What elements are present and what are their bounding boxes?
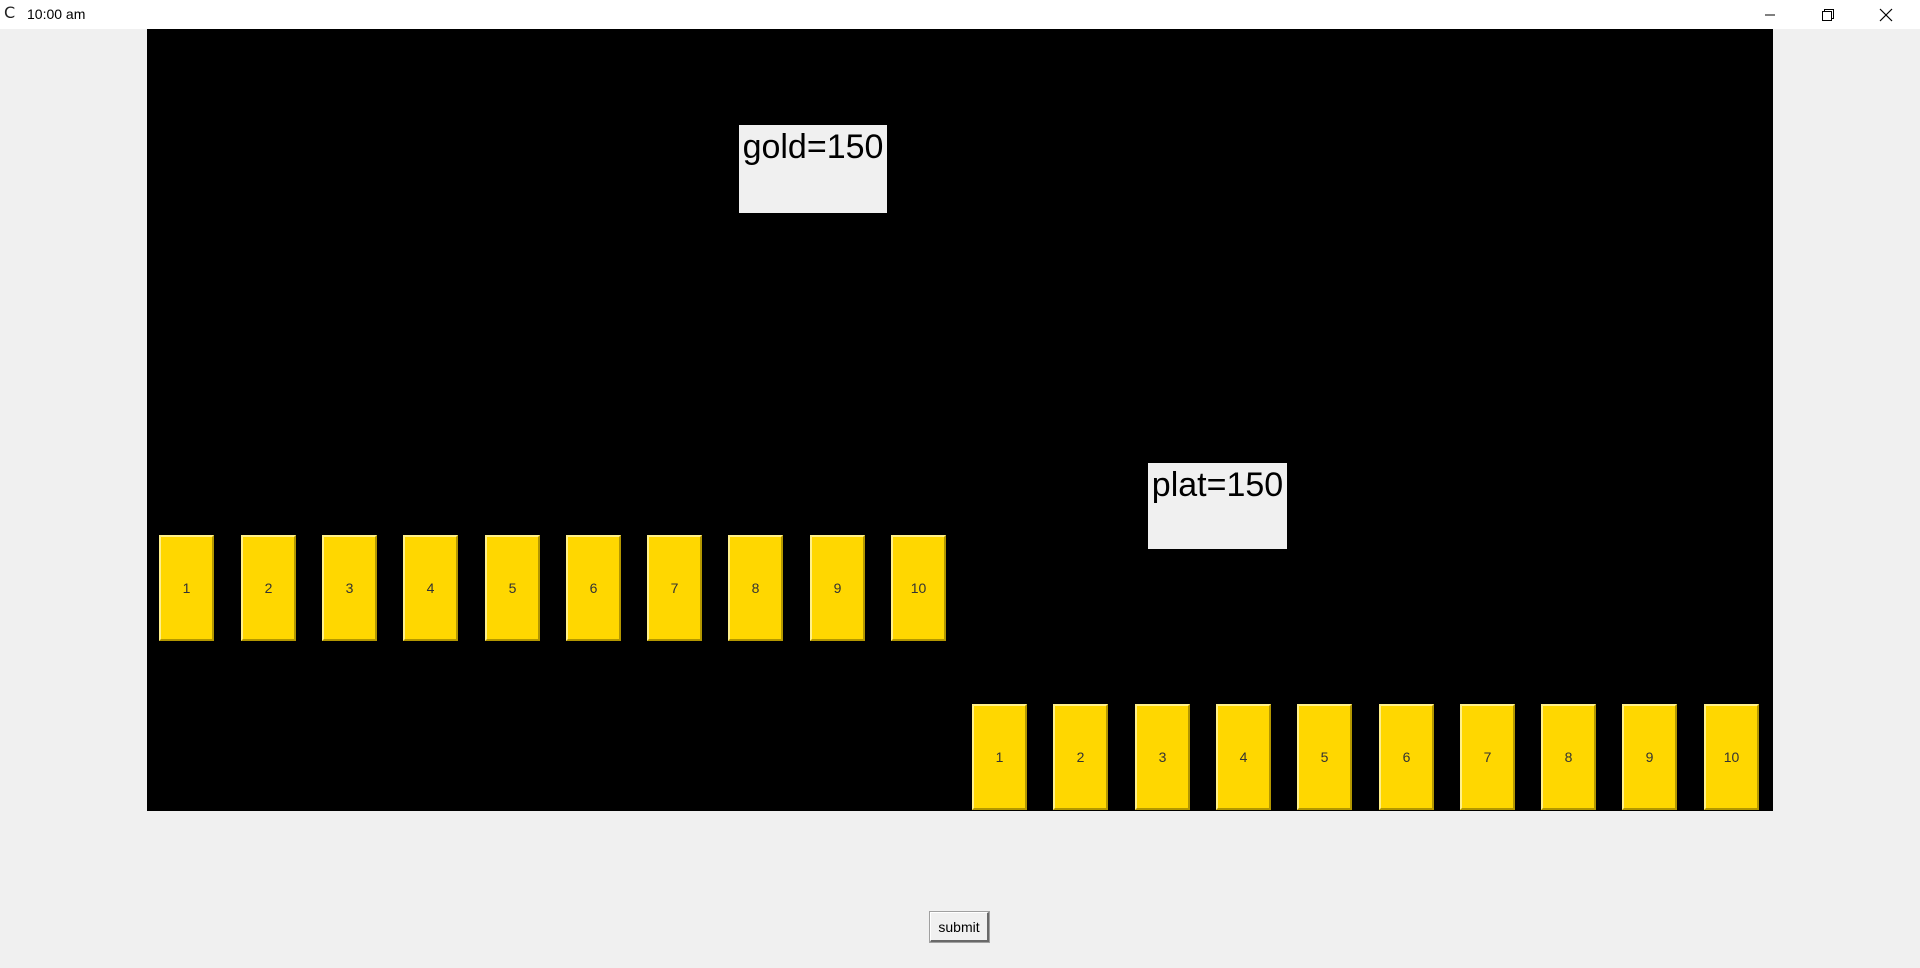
window-title: 10:00 am [27,6,86,22]
close-button[interactable] [1857,0,1915,29]
gold-card-3[interactable]: 3 [322,535,377,641]
title-bar [0,0,1920,29]
minimize-button[interactable] [1741,0,1799,29]
plat-card-3[interactable]: 3 [1135,704,1190,810]
app-icon: C [4,3,16,22]
plat-score-label: plat=150 [1148,463,1287,549]
gold-card-7[interactable]: 7 [647,535,702,641]
plat-card-6[interactable]: 6 [1379,704,1434,810]
restore-button[interactable] [1799,0,1857,29]
game-canvas [147,29,1773,811]
submit-button[interactable]: submit [930,912,989,942]
restore-icon [1821,8,1835,22]
gold-score-label: gold=150 [739,125,887,213]
gold-card-4[interactable]: 4 [403,535,458,641]
plat-card-9[interactable]: 9 [1622,704,1677,810]
plat-card-10[interactable]: 10 [1704,704,1759,810]
close-icon [1879,8,1893,22]
plat-card-1[interactable]: 1 [972,704,1027,810]
plat-card-2[interactable]: 2 [1053,704,1108,810]
gold-card-10[interactable]: 10 [891,535,946,641]
gold-card-5[interactable]: 5 [485,535,540,641]
gold-card-6[interactable]: 6 [566,535,621,641]
gold-card-1[interactable]: 1 [159,535,214,641]
gold-card-9[interactable]: 9 [810,535,865,641]
plat-card-7[interactable]: 7 [1460,704,1515,810]
gold-card-2[interactable]: 2 [241,535,296,641]
minimize-icon [1764,9,1776,21]
plat-card-8[interactable]: 8 [1541,704,1596,810]
gold-card-8[interactable]: 8 [728,535,783,641]
plat-card-5[interactable]: 5 [1297,704,1352,810]
plat-card-4[interactable]: 4 [1216,704,1271,810]
